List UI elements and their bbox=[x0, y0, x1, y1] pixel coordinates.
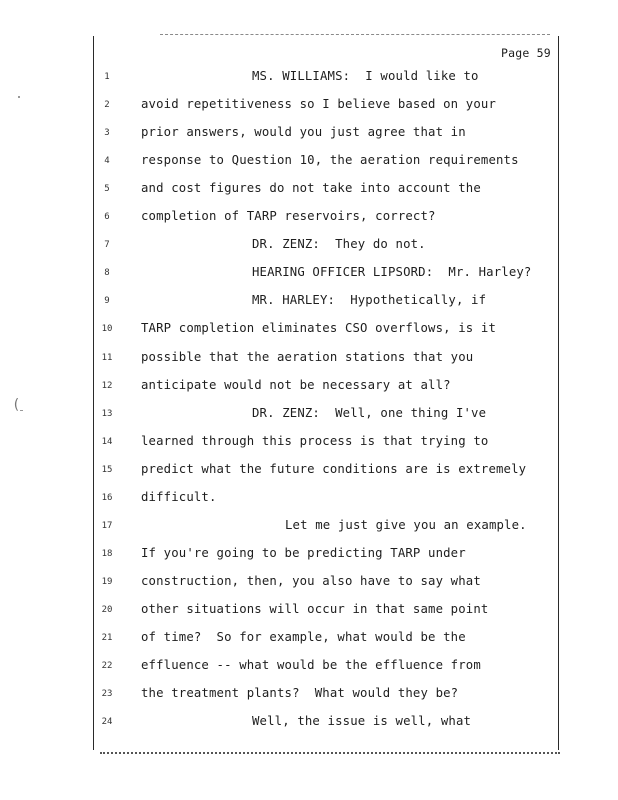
line-number: 21 bbox=[101, 633, 113, 643]
scan-speck bbox=[18, 96, 20, 98]
line-number: 6 bbox=[104, 212, 110, 222]
line-number: 4 bbox=[104, 156, 110, 166]
transcript-line: completion of TARP reservoirs, correct? bbox=[141, 209, 436, 223]
transcript-line: anticipate would not be necessary at all? bbox=[141, 378, 451, 392]
line-number: 14 bbox=[101, 437, 113, 447]
line-number: 3 bbox=[104, 128, 110, 138]
transcript-line: possible that the aeration stations that you bbox=[141, 350, 474, 364]
transcript-line: DR. ZENZ: Well, one thing I've bbox=[252, 406, 487, 420]
transcript-line: construction, then, you also have to say what bbox=[141, 574, 481, 588]
line-number: 15 bbox=[101, 465, 113, 475]
transcript-line: MS. WILLIAMS: I would like to bbox=[252, 69, 479, 83]
transcript-line: avoid repetitiveness so I believe based on your bbox=[141, 97, 497, 111]
transcript-line: and cost figures do not take into account the bbox=[141, 181, 481, 195]
transcript-line: the treatment plants? What would they be? bbox=[141, 686, 459, 700]
transcript-line: Well, the issue is well, what bbox=[252, 714, 472, 728]
transcript-line: prior answers, would you just agree that in bbox=[141, 125, 466, 139]
line-number: 17 bbox=[101, 521, 113, 531]
transcript-line: HEARING OFFICER LIPSORD: Mr. Harley? bbox=[252, 265, 532, 279]
transcript-line: difficult. bbox=[141, 490, 217, 504]
transcript-line: response to Question 10, the aeration requirements bbox=[141, 153, 519, 167]
line-number: 12 bbox=[101, 381, 113, 391]
transcript-line: effluence -- what would be the effluence from bbox=[141, 658, 481, 672]
line-number: 24 bbox=[101, 717, 113, 727]
line-number: 1 bbox=[104, 72, 110, 82]
line-number: 8 bbox=[104, 268, 110, 278]
transcript-line: of time? So for example, what would be the bbox=[141, 630, 466, 644]
transcript-line: MR. HARLEY: Hypothetically, if bbox=[252, 293, 487, 307]
scan-speck bbox=[20, 410, 23, 411]
page-number: Page 59 bbox=[501, 46, 551, 60]
line-number: 2 bbox=[104, 100, 110, 110]
line-number: 13 bbox=[101, 409, 113, 419]
transcript-line: Let me just give you an example. bbox=[285, 518, 527, 532]
line-number: 20 bbox=[101, 605, 113, 615]
line-number: 5 bbox=[104, 184, 110, 194]
line-number: 9 bbox=[104, 296, 110, 306]
line-number: 7 bbox=[104, 240, 110, 250]
line-number: 11 bbox=[101, 353, 113, 363]
transcript-line: predict what the future conditions are is extremely bbox=[141, 462, 527, 476]
transcript-line: other situations will occur in that same point bbox=[141, 602, 489, 616]
line-number: 23 bbox=[101, 689, 113, 699]
bottom-scan-rule bbox=[100, 752, 560, 754]
line-number: 22 bbox=[101, 661, 113, 671]
transcript-line: DR. ZENZ: They do not. bbox=[252, 237, 426, 251]
line-number: 19 bbox=[101, 577, 113, 587]
top-scan-rule bbox=[160, 34, 550, 35]
transcript-line: If you're going to be predicting TARP under bbox=[141, 546, 466, 560]
transcript-line: learned through this process is that trying to bbox=[141, 434, 489, 448]
transcript-line: TARP completion eliminates CSO overflows, is it bbox=[141, 321, 497, 335]
line-number: 16 bbox=[101, 493, 113, 503]
stray-scan-mark: ( bbox=[12, 397, 21, 413]
line-number: 18 bbox=[101, 549, 113, 559]
line-number: 10 bbox=[101, 324, 113, 334]
